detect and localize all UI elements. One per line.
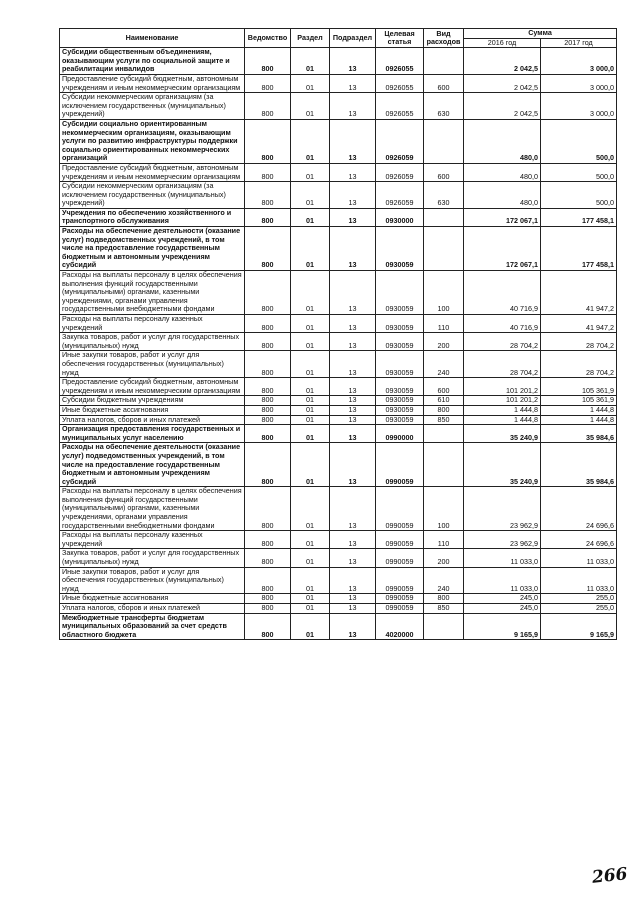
row-sum-2017: 177 458,1 <box>541 208 617 226</box>
header-year-2017: 2017 год <box>541 38 617 48</box>
row-celevaya: 0930000 <box>376 208 424 226</box>
row-razdel: 01 <box>291 315 330 333</box>
row-name: Уплата налогов, сборов и иных платежей <box>60 604 245 614</box>
row-podrazdel: 13 <box>330 604 376 614</box>
row-vedomstvo: 800 <box>245 48 291 75</box>
row-vedomstvo: 800 <box>245 315 291 333</box>
row-name: Субсидии некоммерческим организациям (за исключением государственных (муниципальных) учреждений) <box>60 182 245 209</box>
row-vid: 240 <box>424 351 464 378</box>
row-razdel: 01 <box>291 613 330 640</box>
row-name: Предоставление субсидий бюджетным, автономным учреждениям и иным некоммерческим организациям <box>60 378 245 396</box>
row-celevaya: 0990059 <box>376 549 424 567</box>
row-celevaya: 0930059 <box>376 405 424 415</box>
row-name: Расходы на выплаты персоналу в целях обеспечения выполнения функций государственными (муниципальными) органами, казенными учреждениями, органами управления государственными внебюджетными фондами <box>60 487 245 531</box>
table-row <box>60 487 617 531</box>
row-name: Предоставление субсидий бюджетным, автономным учреждениям и иным некоммерческим организациям <box>60 163 245 181</box>
row-sum-2016: 101 201,2 <box>464 396 541 406</box>
row-sum-2016: 172 067,1 <box>464 208 541 226</box>
row-vedomstvo: 800 <box>245 613 291 640</box>
row-sum-2016: 11 033,0 <box>464 549 541 567</box>
row-podrazdel: 13 <box>330 333 376 351</box>
row-podrazdel: 13 <box>330 271 376 315</box>
header-row <box>60 29 617 39</box>
row-vedomstvo: 800 <box>245 396 291 406</box>
row-sum-2017: 500,0 <box>541 163 617 181</box>
row-celevaya: 0926059 <box>376 182 424 209</box>
row-podrazdel: 13 <box>330 487 376 531</box>
table-row <box>60 315 617 333</box>
row-celevaya: 0930059 <box>376 333 424 351</box>
row-podrazdel: 13 <box>330 425 376 443</box>
row-name: Расходы на выплаты персоналу в целях обеспечения выполнения функций государственными (муниципальными) органами, казенными учреждениями, органами управления государственными внебюджетными фондами <box>60 271 245 315</box>
row-razdel: 01 <box>291 443 330 487</box>
row-celevaya: 0930059 <box>376 378 424 396</box>
row-vedomstvo: 800 <box>245 549 291 567</box>
row-razdel: 01 <box>291 208 330 226</box>
row-razdel: 01 <box>291 74 330 92</box>
row-vid <box>424 208 464 226</box>
row-vid: 600 <box>424 163 464 181</box>
table-row <box>60 396 617 406</box>
table-row <box>60 93 617 120</box>
budget-table <box>59 28 617 640</box>
row-name: Уплата налогов, сборов и иных платежей <box>60 415 245 425</box>
row-vid: 600 <box>424 74 464 92</box>
row-podrazdel: 13 <box>330 567 376 594</box>
row-name: Иные закупки товаров, работ и услуг для обеспечения государственных (муниципальных) нужд <box>60 351 245 378</box>
row-podrazdel: 13 <box>330 315 376 333</box>
row-vid: 850 <box>424 604 464 614</box>
row-celevaya: 0930059 <box>376 271 424 315</box>
table-row <box>60 425 617 443</box>
row-podrazdel: 13 <box>330 396 376 406</box>
row-sum-2016: 1 444,8 <box>464 405 541 415</box>
row-celevaya: 4020000 <box>376 613 424 640</box>
row-razdel: 01 <box>291 351 330 378</box>
row-celevaya: 0930059 <box>376 315 424 333</box>
row-vedomstvo: 800 <box>245 378 291 396</box>
row-sum-2016: 480,0 <box>464 182 541 209</box>
row-sum-2017: 3 000,0 <box>541 93 617 120</box>
row-razdel: 01 <box>291 93 330 120</box>
row-vid <box>424 613 464 640</box>
row-sum-2016: 245,0 <box>464 594 541 604</box>
row-name: Субсидии некоммерческим организациям (за исключением государственных (муниципальных) учреждений) <box>60 93 245 120</box>
table-row <box>60 613 617 640</box>
row-sum-2017: 35 984,6 <box>541 443 617 487</box>
table-row <box>60 549 617 567</box>
row-podrazdel: 13 <box>330 549 376 567</box>
row-sum-2016: 172 067,1 <box>464 227 541 271</box>
row-razdel: 01 <box>291 567 330 594</box>
row-vid: 100 <box>424 271 464 315</box>
row-vedomstvo: 800 <box>245 74 291 92</box>
header-name: Наименование <box>60 29 245 48</box>
table-row <box>60 227 617 271</box>
table-body <box>60 48 617 640</box>
row-sum-2017: 9 165,9 <box>541 613 617 640</box>
row-razdel: 01 <box>291 333 330 351</box>
row-name: Субсидии бюджетным учреждениям <box>60 396 245 406</box>
row-vid: 100 <box>424 487 464 531</box>
row-celevaya: 0930059 <box>376 351 424 378</box>
row-vid: 630 <box>424 93 464 120</box>
row-podrazdel: 13 <box>330 208 376 226</box>
row-celevaya: 0990059 <box>376 531 424 549</box>
row-name: Расходы на выплаты персоналу казенных учреждений <box>60 531 245 549</box>
row-sum-2017: 41 947,2 <box>541 271 617 315</box>
row-vedomstvo: 800 <box>245 182 291 209</box>
row-vid <box>424 443 464 487</box>
row-sum-2017: 3 000,0 <box>541 74 617 92</box>
row-vid: 110 <box>424 531 464 549</box>
row-sum-2016: 11 033,0 <box>464 567 541 594</box>
row-name: Закупка товаров, работ и услуг для государственных (муниципальных) нужд <box>60 333 245 351</box>
row-podrazdel: 13 <box>330 227 376 271</box>
header-razdel: Раздел <box>291 29 330 48</box>
row-razdel: 01 <box>291 549 330 567</box>
row-razdel: 01 <box>291 604 330 614</box>
row-sum-2016: 101 201,2 <box>464 378 541 396</box>
row-vid: 800 <box>424 594 464 604</box>
table-row <box>60 119 617 163</box>
table-row <box>60 351 617 378</box>
header-vedomstvo: Ведомство <box>245 29 291 48</box>
row-sum-2017: 255,0 <box>541 604 617 614</box>
row-vedomstvo: 800 <box>245 604 291 614</box>
table-row <box>60 333 617 351</box>
table-row <box>60 531 617 549</box>
row-sum-2016: 35 240,9 <box>464 425 541 443</box>
row-sum-2016: 23 962,9 <box>464 487 541 531</box>
table-row <box>60 48 617 75</box>
row-razdel: 01 <box>291 378 330 396</box>
row-vedomstvo: 800 <box>245 425 291 443</box>
row-name: Межбюджетные трансферты бюджетам муниципальных образований за счет средств областного бюджета <box>60 613 245 640</box>
row-sum-2016: 35 240,9 <box>464 443 541 487</box>
row-razdel: 01 <box>291 396 330 406</box>
row-podrazdel: 13 <box>330 378 376 396</box>
row-sum-2017: 11 033,0 <box>541 549 617 567</box>
row-sum-2017: 24 696,6 <box>541 531 617 549</box>
row-podrazdel: 13 <box>330 163 376 181</box>
row-vid: 630 <box>424 182 464 209</box>
row-sum-2016: 480,0 <box>464 163 541 181</box>
row-sum-2017: 41 947,2 <box>541 315 617 333</box>
row-name: Учреждения по обеспечению хозяйственного и транспортного обслуживания <box>60 208 245 226</box>
row-razdel: 01 <box>291 594 330 604</box>
row-sum-2016: 28 704,2 <box>464 333 541 351</box>
row-name: Иные бюджетные ассигнования <box>60 594 245 604</box>
row-vid <box>424 425 464 443</box>
row-vid: 850 <box>424 415 464 425</box>
table-row <box>60 74 617 92</box>
header-year-2016: 2016 год <box>464 38 541 48</box>
row-vid <box>424 227 464 271</box>
row-vedomstvo: 800 <box>245 531 291 549</box>
table-row <box>60 405 617 415</box>
row-name: Расходы на выплаты персоналу казенных учреждений <box>60 315 245 333</box>
row-podrazdel: 13 <box>330 119 376 163</box>
row-name: Закупка товаров, работ и услуг для государственных (муниципальных) нужд <box>60 549 245 567</box>
row-sum-2017: 28 704,2 <box>541 333 617 351</box>
row-celevaya: 0990059 <box>376 443 424 487</box>
row-name: Предоставление субсидий бюджетным, автономным учреждениям и иным некоммерческим организациям <box>60 74 245 92</box>
row-vedomstvo: 800 <box>245 443 291 487</box>
row-razdel: 01 <box>291 405 330 415</box>
row-sum-2017: 255,0 <box>541 594 617 604</box>
row-razdel: 01 <box>291 531 330 549</box>
row-razdel: 01 <box>291 119 330 163</box>
row-podrazdel: 13 <box>330 93 376 120</box>
row-name: Субсидии социально ориентированным некоммерческим организациям, оказывающим услуги по развитию инфраструктуры поддержки социально ориентированных некоммерческих организаций <box>60 119 245 163</box>
row-celevaya: 0926055 <box>376 74 424 92</box>
row-name: Субсидии общественным объединениям, оказывающим услуги по социальной защите и реабилитации инвалидов <box>60 48 245 75</box>
table-row <box>60 271 617 315</box>
header-vid: Вид расходов <box>424 29 464 48</box>
table-row <box>60 182 617 209</box>
row-vedomstvo: 800 <box>245 163 291 181</box>
row-sum-2017: 28 704,2 <box>541 351 617 378</box>
row-vedomstvo: 800 <box>245 119 291 163</box>
row-sum-2017: 105 361,9 <box>541 396 617 406</box>
row-razdel: 01 <box>291 271 330 315</box>
row-vid: 110 <box>424 315 464 333</box>
row-sum-2016: 2 042,5 <box>464 74 541 92</box>
row-sum-2017: 1 444,8 <box>541 405 617 415</box>
row-sum-2017: 35 984,6 <box>541 425 617 443</box>
row-sum-2017: 500,0 <box>541 182 617 209</box>
table-row <box>60 163 617 181</box>
row-sum-2017: 105 361,9 <box>541 378 617 396</box>
row-podrazdel: 13 <box>330 351 376 378</box>
row-razdel: 01 <box>291 182 330 209</box>
row-podrazdel: 13 <box>330 405 376 415</box>
row-sum-2016: 2 042,5 <box>464 93 541 120</box>
page-number: 266 <box>591 864 629 888</box>
row-vedomstvo: 800 <box>245 405 291 415</box>
header-summa: Сумма <box>464 29 617 39</box>
row-celevaya: 0926059 <box>376 163 424 181</box>
row-sum-2017: 177 458,1 <box>541 227 617 271</box>
row-vid <box>424 119 464 163</box>
row-vedomstvo: 800 <box>245 208 291 226</box>
row-celevaya: 0926055 <box>376 48 424 75</box>
row-celevaya: 0990059 <box>376 487 424 531</box>
row-vedomstvo: 800 <box>245 271 291 315</box>
row-celevaya: 0926055 <box>376 93 424 120</box>
row-razdel: 01 <box>291 425 330 443</box>
table-row <box>60 567 617 594</box>
row-name: Расходы на обеспечение деятельности (оказание услуг) подведомственных учреждений, в том числе на предоставление государственным бюджетным и автономным учреждениям субсидий <box>60 443 245 487</box>
table-row <box>60 208 617 226</box>
row-razdel: 01 <box>291 487 330 531</box>
table-row <box>60 378 617 396</box>
row-razdel: 01 <box>291 48 330 75</box>
row-vid: 200 <box>424 333 464 351</box>
row-razdel: 01 <box>291 163 330 181</box>
table-row <box>60 443 617 487</box>
row-sum-2017: 500,0 <box>541 119 617 163</box>
row-sum-2017: 24 696,6 <box>541 487 617 531</box>
row-vedomstvo: 800 <box>245 594 291 604</box>
row-podrazdel: 13 <box>330 74 376 92</box>
row-name: Иные бюджетные ассигнования <box>60 405 245 415</box>
row-sum-2016: 1 444,8 <box>464 415 541 425</box>
row-celevaya: 0926059 <box>376 119 424 163</box>
row-name: Расходы на обеспечение деятельности (оказание услуг) подведомственных учреждений, в том числе на предоставление государственным бюджетным и автономным учреждениям субсидий <box>60 227 245 271</box>
row-sum-2016: 40 716,9 <box>464 315 541 333</box>
row-vid <box>424 48 464 75</box>
row-celevaya: 0990000 <box>376 425 424 443</box>
row-vedomstvo: 800 <box>245 93 291 120</box>
row-sum-2017: 11 033,0 <box>541 567 617 594</box>
row-sum-2017: 1 444,8 <box>541 415 617 425</box>
row-podrazdel: 13 <box>330 415 376 425</box>
row-podrazdel: 13 <box>330 182 376 209</box>
row-vid: 800 <box>424 405 464 415</box>
row-celevaya: 0990059 <box>376 567 424 594</box>
row-vid: 200 <box>424 549 464 567</box>
table-row <box>60 604 617 614</box>
row-vedomstvo: 800 <box>245 567 291 594</box>
row-podrazdel: 13 <box>330 48 376 75</box>
row-razdel: 01 <box>291 415 330 425</box>
row-celevaya: 0990059 <box>376 594 424 604</box>
row-vedomstvo: 800 <box>245 227 291 271</box>
row-sum-2016: 28 704,2 <box>464 351 541 378</box>
row-sum-2016: 9 165,9 <box>464 613 541 640</box>
row-vid: 600 <box>424 378 464 396</box>
header-podrazdel: Подраздел <box>330 29 376 48</box>
row-razdel: 01 <box>291 227 330 271</box>
row-celevaya: 0930059 <box>376 415 424 425</box>
row-sum-2016: 40 716,9 <box>464 271 541 315</box>
row-sum-2016: 480,0 <box>464 119 541 163</box>
row-sum-2016: 23 962,9 <box>464 531 541 549</box>
row-vedomstvo: 800 <box>245 333 291 351</box>
header-celevaya: Целевая статья <box>376 29 424 48</box>
row-celevaya: 0990059 <box>376 604 424 614</box>
row-vid: 610 <box>424 396 464 406</box>
row-sum-2016: 245,0 <box>464 604 541 614</box>
row-name: Иные закупки товаров, работ и услуг для обеспечения государственных (муниципальных) нужд <box>60 567 245 594</box>
row-podrazdel: 13 <box>330 443 376 487</box>
row-sum-2017: 3 000,0 <box>541 48 617 75</box>
row-vedomstvo: 800 <box>245 487 291 531</box>
row-celevaya: 0930059 <box>376 227 424 271</box>
row-celevaya: 0930059 <box>376 396 424 406</box>
row-vedomstvo: 800 <box>245 415 291 425</box>
row-podrazdel: 13 <box>330 531 376 549</box>
row-name: Организация предоставления государственных и муниципальных услуг населению <box>60 425 245 443</box>
row-podrazdel: 13 <box>330 613 376 640</box>
row-podrazdel: 13 <box>330 594 376 604</box>
row-vid: 240 <box>424 567 464 594</box>
row-vedomstvo: 800 <box>245 351 291 378</box>
row-sum-2016: 2 042,5 <box>464 48 541 75</box>
